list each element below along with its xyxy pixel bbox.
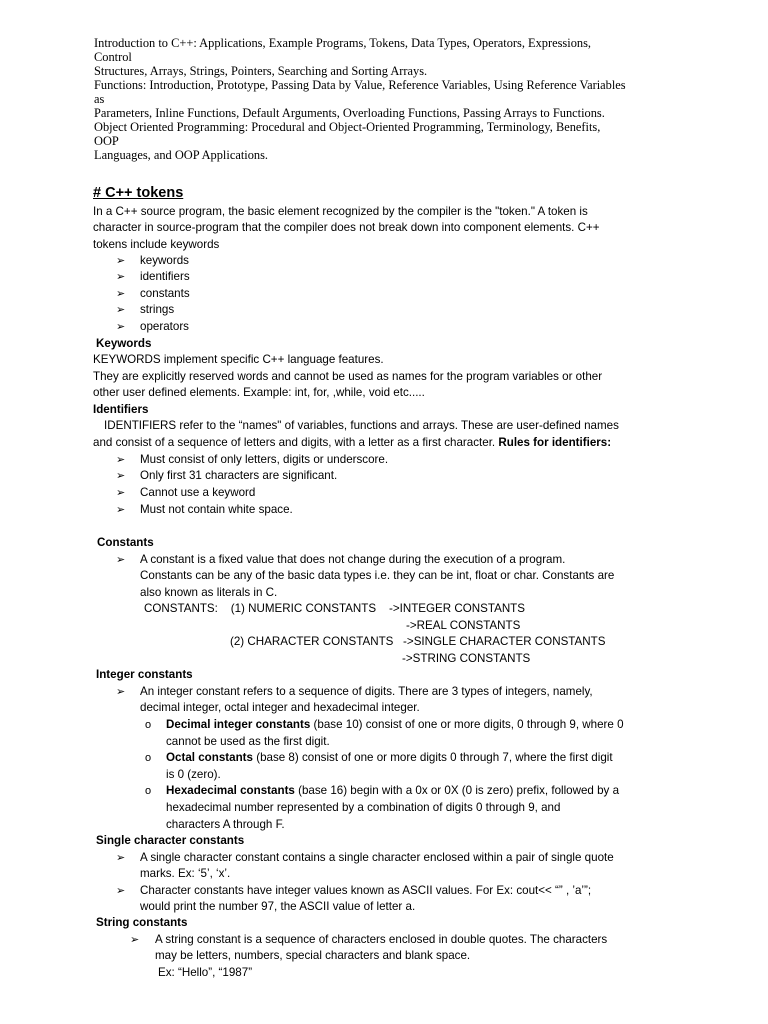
hex-constants: characters A through F. — [166, 818, 285, 831]
integer-text: An integer constant refers to a sequence of digits. There are 3 types of integers, namely, — [140, 685, 593, 698]
list-item: constants — [140, 287, 190, 300]
string-example: Ex: “Hello”, “1987” — [158, 966, 253, 979]
syllabus-line: Control — [94, 50, 132, 64]
arrowhead-bullet-icon: ➢ — [116, 320, 126, 333]
constants-classification: (2) CHARACTER CONSTANTS ->SINGLE CHARACTER CONSTANTS — [230, 635, 606, 648]
constants-classification: CONSTANTS: (1) NUMERIC CONSTANTS ->INTEGER CONSTANTS — [144, 602, 526, 615]
octal-constants: is 0 (zero). — [166, 768, 221, 781]
arrowhead-bullet-icon: ➢ — [116, 453, 126, 466]
syllabus-line: Parameters, Inline Functions, Default Arguments, Overloading Functions, Passing Arrays to Functions. — [94, 106, 605, 120]
identifiers-heading: Identifiers — [93, 403, 149, 416]
constants-text: Constants can be any of the basic data types i.e. they can be int, float or char. Constants are — [140, 569, 615, 582]
tokens-intro-line: character in source-program that the compiler does not break down into component elements. C++ — [93, 221, 600, 234]
single-text: would print the number 97, the ASCII value of letter a. — [140, 900, 416, 913]
single-text: A single character constant contains a single character enclosed within a pair of single quote — [140, 851, 614, 864]
list-item: operators — [140, 320, 189, 333]
arrowhead-bullet-icon: ➢ — [116, 486, 126, 499]
syllabus-line: Languages, and OOP Applications. — [94, 148, 269, 162]
keywords-line: other user defined elements. Example: int, for, ,while, void etc..... — [93, 386, 425, 399]
string-text: A string constant is a sequence of characters enclosed in double quotes. The characters — [155, 933, 608, 946]
syllabus-line: Structures, Arrays, Strings, Pointers, Searching and Sorting Arrays. — [94, 64, 428, 78]
syllabus-line: OOP — [94, 134, 119, 148]
tokens-heading: # C++ tokens — [93, 185, 184, 201]
constants-classification: ->STRING CONSTANTS — [402, 652, 531, 665]
constants-text: A constant is a fixed value that does not change during the execution of a program. — [140, 553, 566, 566]
list-item: identifiers — [140, 270, 190, 283]
constants-text: also known as literals in C. — [140, 586, 278, 599]
identifiers-line: and consist of a sequence of letters and digits, with a letter as a first character. Rules for identifiers: — [93, 436, 612, 449]
circle-bullet-icon: o — [145, 752, 152, 764]
arrowhead-bullet-icon: ➢ — [130, 933, 140, 946]
arrowhead-bullet-icon: ➢ — [116, 503, 126, 516]
rules-label: Rules for identifiers: — [498, 436, 612, 449]
tokens-intro-line: In a C++ source program, the basic element recognized by the compiler is the "token." A token is — [93, 205, 588, 218]
list-item: strings — [140, 303, 175, 316]
arrowhead-bullet-icon: ➢ — [116, 685, 126, 698]
integer-heading: Integer constants — [96, 668, 193, 681]
integer-text: decimal integer, octal integer and hexadecimal integer. — [140, 701, 420, 714]
arrowhead-bullet-icon: ➢ — [116, 469, 126, 482]
hex-constants: hexadecimal number represented by a combination of digits 0 through 9, and — [166, 801, 561, 814]
hex-constants: Hexadecimal constants (base 16) begin with a 0x or 0X (0 is zero) prefix, followed by a — [166, 784, 620, 797]
constants-classification: ->REAL CONSTANTS — [406, 619, 521, 632]
arrowhead-bullet-icon: ➢ — [116, 884, 126, 897]
rule-item: Must not contain white space. — [140, 503, 293, 516]
decimal-constants: Decimal integer constants (base 10) consist of one or more digits, 0 through 9, where 0 — [166, 718, 624, 731]
keywords-line: KEYWORDS implement specific C++ language features. — [93, 353, 384, 366]
string-heading: String constants — [96, 916, 188, 929]
arrowhead-bullet-icon: ➢ — [116, 553, 126, 566]
rule-item: Cannot use a keyword — [140, 486, 256, 499]
octal-constants: Octal constants (base 8) consist of one or more digits 0 through 7, where the first digit — [166, 751, 613, 764]
decimal-constants: cannot be used as the first digit. — [166, 735, 330, 748]
syllabus-line: Object Oriented Programming: Procedural and Object-Oriented Programming, Terminology, Benefits, — [94, 120, 601, 134]
arrowhead-bullet-icon: ➢ — [116, 303, 126, 316]
arrowhead-bullet-icon: ➢ — [116, 254, 126, 267]
single-heading: Single character constants — [96, 834, 245, 847]
keywords-line: They are explicitly reserved words and cannot be used as names for the program variables or other — [93, 370, 603, 383]
tokens-intro-line: tokens include keywords — [93, 238, 220, 251]
list-item: keywords — [140, 254, 189, 267]
syllabus-line: Functions: Introduction, Prototype, Passing Data by Value, Reference Variables, Using Reference Variables — [94, 78, 626, 92]
circle-bullet-icon: o — [145, 719, 152, 731]
string-text: may be letters, numbers, special characters and blank space. — [155, 949, 471, 962]
rule-item: Must consist of only letters, digits or underscore. — [140, 453, 389, 466]
syllabus-line: Introduction to C++: Applications, Example Programs, Tokens, Data Types, Operators, Expressions, — [94, 36, 592, 50]
single-text: marks. Ex: ‘5’, ‘x’. — [140, 867, 231, 880]
circle-bullet-icon: o — [145, 785, 152, 797]
arrowhead-bullet-icon: ➢ — [116, 270, 126, 283]
identifiers-line: IDENTIFIERS refer to the “names" of variables, functions and arrays. These are user-defined names — [104, 419, 619, 432]
syllabus-line: as — [94, 92, 105, 106]
rule-item: Only first 31 characters are significant. — [140, 469, 338, 482]
single-text: Character constants have integer values known as ASCII values. For Ex: cout<< “” , ’a’”; — [140, 884, 592, 897]
constants-heading: Constants — [97, 536, 154, 549]
arrowhead-bullet-icon: ➢ — [116, 287, 126, 300]
arrowhead-bullet-icon: ➢ — [116, 851, 126, 864]
keywords-heading: Keywords — [96, 337, 152, 350]
